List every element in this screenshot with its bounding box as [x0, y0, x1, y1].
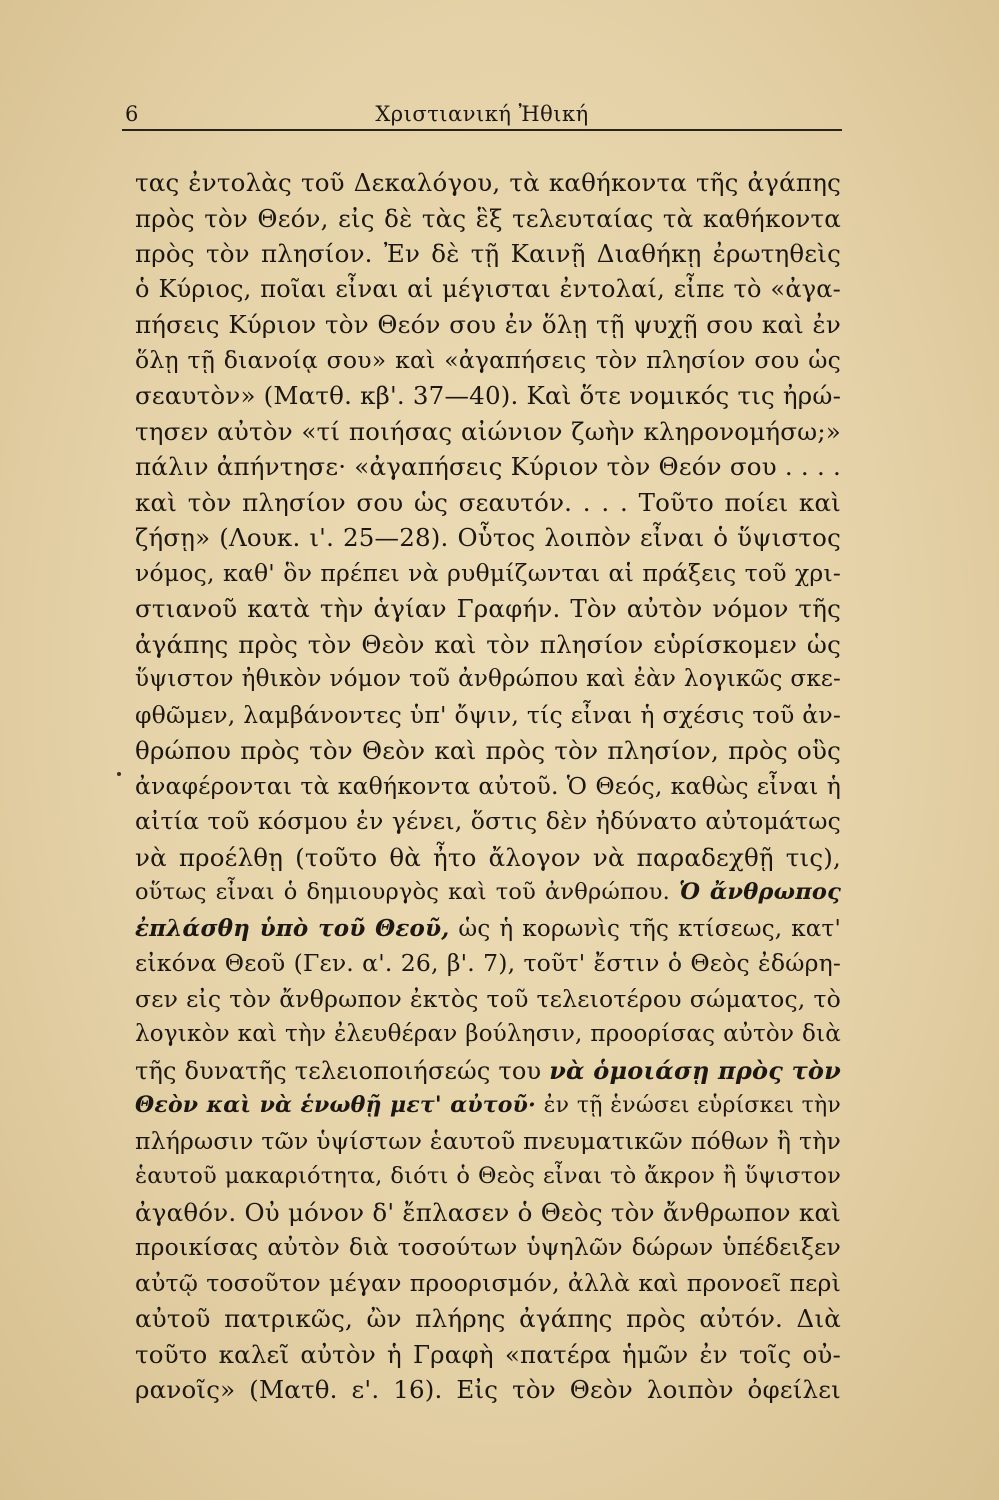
body-text [135, 165, 841, 1408]
text-line [135, 1266, 841, 1302]
text-line [135, 201, 841, 237]
text-line [135, 520, 841, 556]
text-segment: πρὸς τὸν πλησίον. Ἐν δὲ τῇ Καινῇ Διαθήκῃ ἐρωτηθεὶς [135, 239, 841, 268]
text-line [135, 165, 841, 201]
text-line [135, 343, 841, 379]
text-segment: ὡς ἡ κορωνὶς τῆς κτίσεως, κατ' [449, 915, 841, 942]
text-line [135, 1230, 841, 1266]
page-header [122, 98, 842, 132]
ink-speck [117, 772, 121, 776]
text-segment: νόμος, καθ' ὃν πρέπει νὰ ρυθμίζωνται αἱ πράξεις τοῦ χρι- [135, 558, 841, 587]
text-line [135, 982, 841, 1018]
text-segment: πήσεις Κύριον τὸν Θεόν σου ἐν ὅλῃ τῇ ψυχῇ σου καὶ ἐν [135, 310, 841, 339]
text-line [135, 1372, 841, 1408]
text-segment: ὅλῃ τῇ διανοίᾳ σου» καὶ «ἀγαπήσεις τὸν πλησίον σου ὡς [135, 345, 841, 374]
text-segment: αὐτοῦ πατρικῶς, ὢν πλήρης ἀγάπης πρὸς αὐτόν. Διὰ [135, 1304, 841, 1333]
emphasized-text: ἐπλάσθη ὑπὸ τοῦ Θεοῦ, [135, 914, 450, 942]
text-line [135, 449, 841, 485]
text-segment: ρανοῖς» (Ματθ. ε'. 16). Εἰς τὸν Θεὸν λοιπὸν ὀφείλει [135, 1375, 841, 1404]
text-segment: αὐτῷ τοσοῦτον μέγαν προορισμόν, ἀλλὰ καὶ προνοεῖ περὶ [135, 1268, 841, 1297]
text-segment: ζήσῃ» (Λουκ. ι'. 25—28). Οὗτος λοιπὸν εἶναι ὁ ὕψιστος [135, 523, 841, 552]
text-segment: πλήρωσιν τῶν ὑψίστων ἑαυτοῦ πνευματικῶν πόθων ἢ τὴν [135, 1126, 841, 1155]
header-rule [122, 129, 842, 131]
text-segment: πάλιν ἀπήντησε· «ἀγαπήσεις Κύριον τὸν Θεόν σου . . . . [135, 452, 841, 481]
text-line [135, 556, 841, 592]
text-line [135, 1088, 841, 1124]
text-line [135, 662, 841, 698]
text-line [135, 1053, 841, 1089]
text-segment: σεαυτὸν» (Ματθ. κβ'. 37—40). Καὶ ὅτε νομικός τις ἠρώ- [135, 381, 842, 410]
text-line [135, 1124, 841, 1160]
text-segment: σεν εἰς τὸν ἄνθρωπον ἐκτὸς τοῦ τελειοτέρου σώματος, τὸ [135, 984, 841, 1013]
text-line [135, 1337, 841, 1373]
text-line [135, 840, 841, 876]
text-segment: ἀγαθόν. Οὐ μόνον δ' ἔπλασεν ὁ Θεὸς τὸν ἄνθρωπον καὶ [135, 1197, 841, 1227]
text-segment: ὕψιστον ἠθικὸν νόμον τοῦ ἀνθρώπου καὶ ἐὰν λογικῶς σκε- [135, 666, 841, 692]
text-line [135, 875, 841, 911]
text-segment: οὕτως εἶναι ὁ δημιουργὸς καὶ τοῦ ἀνθρώπου. [135, 879, 679, 905]
text-line [135, 769, 841, 805]
text-segment: εἰκόνα Θεοῦ (Γεν. α'. 26, β'. 7), τοῦτ' ἔστιν ὁ Θεὸς ἐδώρη- [135, 949, 841, 977]
text-segment: τῆς δυνατῆς τελειοποιήσεώς του [135, 1056, 550, 1085]
text-line [135, 1159, 841, 1195]
page-number: 6 [125, 102, 139, 126]
text-line [135, 1301, 841, 1337]
text-segment: λογικὸν καὶ τὴν ἐλευθέραν βούλησιν, προορίσας αὐτὸν διὰ [135, 1021, 841, 1047]
running-title: Χριστιανική Ἠθική [375, 102, 589, 126]
text-line [135, 414, 841, 450]
text-segment: τοῦτο καλεῖ αὐτὸν ἡ Γραφὴ «πατέρα ἡμῶν ἐν τοῖς οὐ- [135, 1339, 841, 1369]
text-line [135, 378, 841, 414]
text-segment: αἰτία τοῦ κόσμου ἐν γένει, ὅστις δὲν ἠδύνατο αὐτομάτως [135, 807, 841, 835]
emphasized-text: νὰ ὁμοιάσῃ πρὸς τὸν [549, 1055, 841, 1085]
text-segment: τας ἐντολὰς τοῦ Δεκαλόγου, τὰ καθήκοντα τῆς ἀγάπης [135, 168, 841, 197]
emphasized-text: Ὁ ἄνθρωπος [678, 879, 841, 905]
text-segment: στιανοῦ κατὰ τὴν ἁγίαν Γραφήν. Τὸν αὐτὸν νόμον τῆς [135, 594, 841, 623]
text-segment: πρὸς τὸν Θεόν, εἰς δὲ τὰς ἓξ τελευταίας τὰ καθήκοντα [135, 203, 841, 233]
text-segment: ὁ Κύριος, ποῖαι εἶναι αἱ μέγισται ἐντολαί, εἶπε τὸ «ἀγα- [135, 274, 841, 303]
text-line [135, 733, 841, 769]
text-segment: τησεν αὐτὸν «τί ποιήσας αἰώνιον ζωὴν κληρονομήσω;» [135, 416, 841, 446]
text-segment: φθῶμεν, λαμβάνοντες ὑπ' ὄψιν, τίς εἶναι ἡ σχέσις τοῦ ἀν- [135, 700, 841, 729]
text-segment: προικίσας αὐτὸν διὰ τοσούτων ὑψηλῶν δώρων ὑπέδειξεν [135, 1233, 841, 1261]
text-line [135, 591, 841, 627]
text-segment: θρώπου πρὸς τὸν Θεὸν καὶ πρὸς τὸν πλησίον, πρὸς οὓς [135, 736, 841, 765]
text-line [135, 1017, 841, 1053]
text-line [135, 698, 841, 734]
text-line [135, 272, 841, 308]
text-line [135, 236, 841, 272]
text-segment: ἀγάπης πρὸς τὸν Θεὸν καὶ τὸν πλησίον εὑρίσκομεν ὡς [135, 629, 841, 659]
text-line [135, 804, 841, 840]
text-line [135, 627, 841, 663]
text-line [135, 307, 841, 343]
text-segment: ἀναφέρονται τὰ καθήκοντα αὐτοῦ. Ὁ Θεός, καθὼς εἶναι ἡ [135, 771, 841, 800]
text-segment: καὶ τὸν πλησίον σου ὡς σεαυτόν. . . . Τοῦτο ποίει καὶ [135, 487, 841, 517]
text-segment: ἑαυτοῦ μακαριότητα, διότι ὁ Θεὸς εἶναι τὸ ἄκρον ἢ ὕψιστον [135, 1163, 841, 1189]
emphasized-text: Θεὸν καὶ νὰ ἑνωθῇ μετ' αὐτοῦ· [135, 1092, 536, 1118]
text-line [135, 485, 841, 521]
text-line [135, 1195, 841, 1231]
text-segment: νὰ προέλθῃ (τοῦτο θὰ ἦτο ἄλογον νὰ παραδεχθῇ τις), [135, 842, 841, 872]
text-line [135, 911, 841, 947]
text-line [135, 946, 841, 982]
text-segment: ἐν τῇ ἑνώσει εὑρίσκει τὴν [536, 1093, 841, 1118]
